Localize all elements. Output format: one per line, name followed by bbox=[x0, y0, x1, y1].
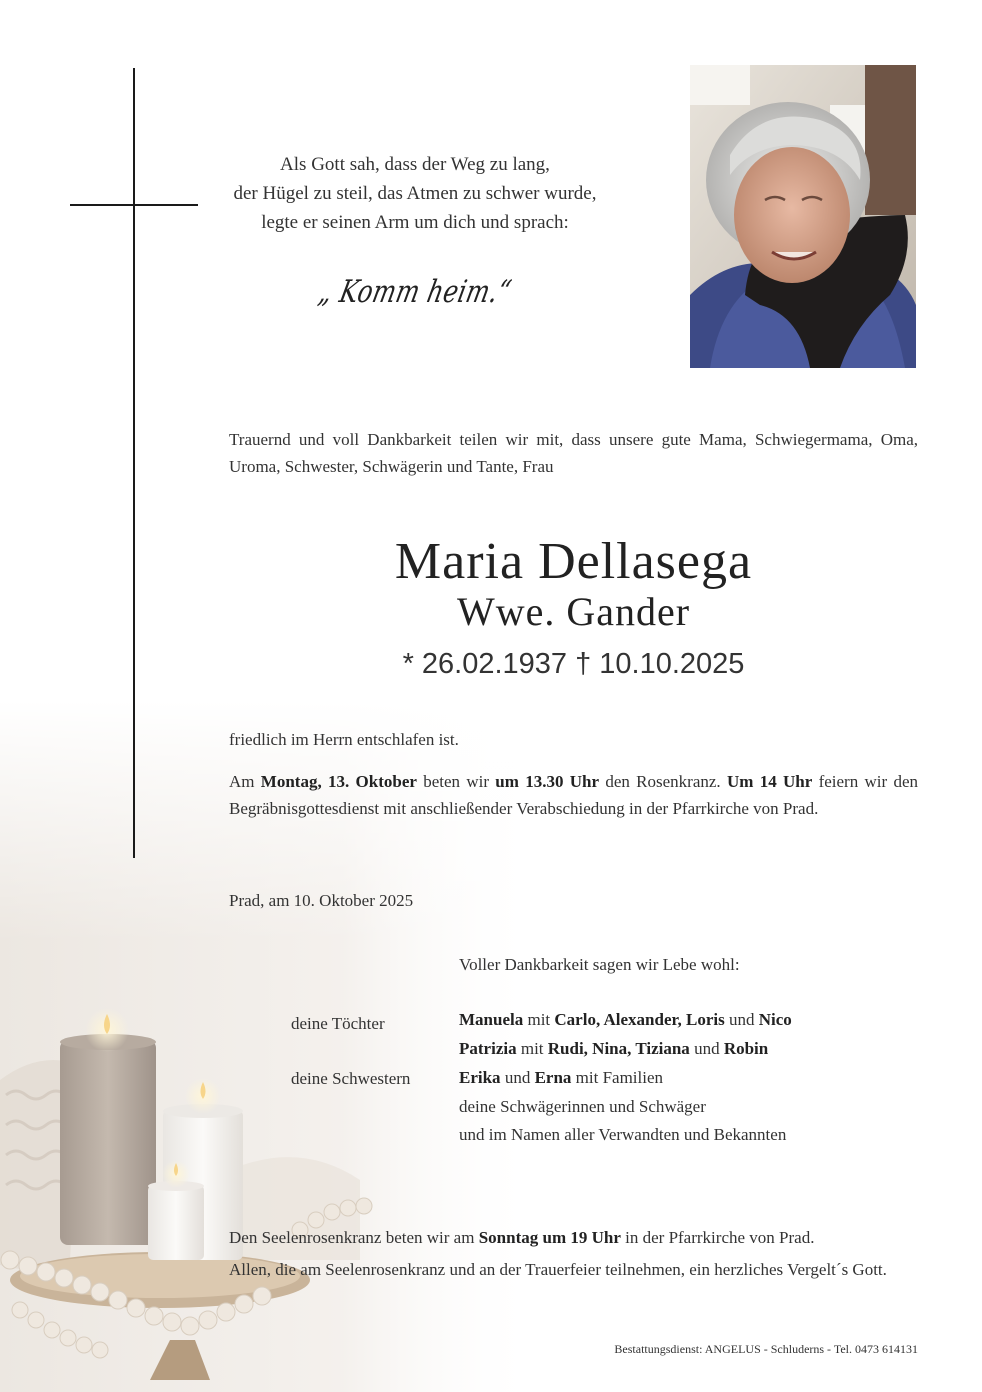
poem-line: der Hügel zu steil, das Atmen zu schwer wurde, bbox=[233, 183, 597, 204]
intro-text: Trauernd und voll Dankbarkeit teilen wir mit, dass unsere gute Mama, Schwiegermama, Oma, Uroma, Schwester, Schwägerin und Tante, Frau bbox=[229, 430, 918, 476]
mourner-row: deine Schwägerinnen und Schwäger bbox=[459, 1097, 706, 1116]
service-text: Am Montag, 13. Oktober beten wir um 13.30 Uhr den Rosenkranz. Um 14 Uhr feiern wir den Begräbnisgottesdienst mit anschließender Verabschiedung in der Pfarrkirche von Prad. bbox=[229, 772, 919, 818]
funeral-service-footer: Bestattungsdienst: ANGELUS - Schluderns - Tel. 0473 614131 bbox=[614, 1342, 918, 1356]
mourner-row: Patrizia mit Rudi, Nina, Tiziana und Robin bbox=[459, 1039, 769, 1058]
deceased-subname: Wwe. Gander bbox=[456, 589, 691, 634]
portrait-photo bbox=[690, 65, 916, 368]
poem-quote bbox=[225, 150, 605, 237]
daughters-label: deine Töchter bbox=[291, 1014, 385, 1033]
mourner-row: Manuela mit Carlo, Alexander, Loris und Nico bbox=[459, 1010, 792, 1029]
passed-text: friedlich im Herrn entschlafen ist. bbox=[229, 730, 459, 749]
place-date: Prad, am 10. Oktober 2025 bbox=[229, 891, 414, 910]
rosary-text: Den Seelenrosenkranz beten wir am Sonntag um 19 Uhr in der Pfarrkirche von Prad. bbox=[229, 1228, 815, 1247]
poem-line: Als Gott sah, dass der Weg zu lang, bbox=[280, 154, 550, 175]
deceased-name: Maria Dellasega bbox=[394, 533, 753, 590]
mourner-row: Erika und Erna mit Familien bbox=[459, 1068, 664, 1087]
handwritten-quote: „ Komm heim.“ bbox=[315, 274, 515, 310]
cross-vertical-bar bbox=[133, 68, 135, 858]
life-dates: * 26.02.1937 † 10.10.2025 bbox=[402, 648, 745, 680]
mourner-row: und im Namen aller Verwandten und Bekannten bbox=[459, 1125, 787, 1144]
closing-text: Allen, die am Seelenrosenkranz und an der Trauerfeier teilnehmen, ein herzliches Vergelt´s Gott. bbox=[229, 1260, 887, 1279]
cross-horizontal-bar bbox=[70, 204, 198, 206]
poem-line: legte er seinen Arm um dich und sprach: bbox=[261, 212, 569, 233]
thanks-text: Voller Dankbarkeit sagen wir Lebe wohl: bbox=[459, 955, 740, 974]
sisters-label: deine Schwestern bbox=[291, 1069, 411, 1088]
